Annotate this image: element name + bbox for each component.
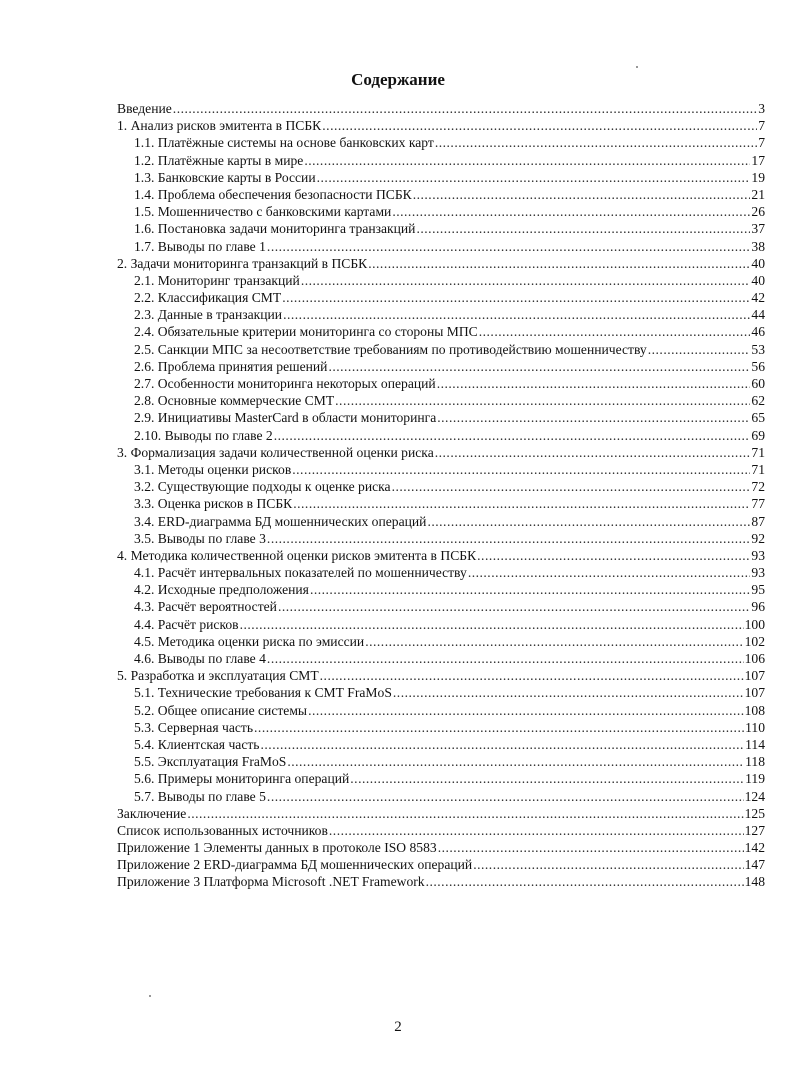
toc-leader-dots [329,822,744,839]
toc-entry-page: 95 [751,582,765,598]
toc-leader-dots [473,856,743,873]
toc-leader-dots [416,220,750,237]
toc-entry [117,323,765,340]
toc-entry [117,616,765,633]
toc-entry-title: 4. Методика количественной оценки рисков эмитента в ПСБК [117,547,477,563]
toc-entry-title: Список использованных источников [117,822,328,838]
toc-entry-title: 4.4. Расчёт рисков [134,616,239,632]
toc-entry-title: 5.2. Общее описание системы [134,702,308,718]
toc-entry [117,513,765,530]
toc-entry-title: 1.3. Банковские карты в России [134,169,316,185]
toc-entry-page: 26 [751,204,765,220]
toc-leader-dots [283,306,750,323]
toc-leader-dots [413,186,751,203]
toc-entry [117,495,765,512]
toc-entry [117,650,765,667]
toc-entry [117,186,765,203]
toc-entry-title: 4.1. Расчёт интервальных показателей по мошенничеству [134,565,467,581]
toc-leader-dots [392,203,750,220]
toc-entry-title: 3.2. Существующие подходы к оценке риска [134,479,391,495]
toc-entry-page: 60 [751,376,765,391]
toc-entry [117,633,765,650]
toc-entry-title: 2.6. Проблема принятия решений [134,358,328,374]
toc-entry [117,238,765,255]
toc-entry [117,788,765,805]
toc-entry-title: 5.4. Клиентская часть [134,736,260,752]
toc-entry-page: 77 [751,496,765,512]
toc-leader-dots [310,581,750,598]
page-title: Содержание [351,70,445,89]
toc-entry-page: 124 [744,788,765,804]
toc-entry-title: 3.3. Оценка рисков в ПСБК [134,496,293,512]
toc-entry-page: 118 [745,754,765,770]
toc-entry-page: 38 [751,238,765,254]
toc-leader-dots [365,633,743,650]
toc-entry [117,805,765,822]
toc-leader-dots [267,650,744,667]
toc-entry-page: 65 [751,410,765,426]
toc-entry [117,856,765,873]
toc-leader-dots [240,616,744,633]
toc-leader-dots [477,547,750,564]
toc-entry-page: 44 [751,307,765,323]
toc-leader-dots [254,719,744,736]
toc-leader-dots [320,667,744,684]
toc-leader-dots [426,873,744,890]
toc-entry-title: 2.4. Обязательные критерии мониторинга со стороны МПС [134,324,478,340]
toc-entry-page: 71 [751,444,765,460]
toc-entry-page: 21 [751,186,765,202]
toc-entry [117,702,765,719]
toc-entry [117,392,765,409]
toc-entry-title: 1.6. Постановка задачи мониторинга транзакций [134,221,416,237]
toc-entry [117,409,765,426]
toc-entry-page: 19 [751,169,765,185]
toc-leader-dots [292,461,750,478]
toc-leader-dots [287,753,744,770]
toc-entry-page: 7 [758,135,765,151]
toc-leader-dots [437,375,751,392]
toc-entry [117,684,765,701]
toc-leader-dots [393,684,744,701]
toc-entry-page: 40 [751,255,765,271]
toc-leader-dots [335,392,750,409]
toc-entry-page: 40 [751,272,765,288]
toc-entry [117,770,765,787]
toc-entry [117,427,765,444]
toc-entry-page: 114 [745,736,765,752]
toc-entry [117,306,765,323]
toc-leader-dots [435,134,757,151]
toc-leader-dots [427,513,750,530]
toc-entry [117,753,765,770]
toc-entry-title: 1.5. Мошенничество с банковскими картами [134,204,392,220]
toc-entry-page: 71 [751,461,765,477]
toc-entry [117,375,765,392]
toc-entry-title: 4.5. Методика оценки риска по эмиссии [134,633,365,649]
toc-entry-title: 1.7. Выводы по главе 1 [134,238,266,254]
toc-entry-title: 5.3. Серверная часть [134,719,254,735]
toc-leader-dots [267,238,750,255]
toc-leader-dots [261,736,745,753]
toc-entry-title: 2.10. Выводы по главе 2 [134,427,273,443]
toc-entry-title: 2.2. Классификация СМТ [134,290,282,306]
toc-leader-dots [468,564,751,581]
toc-entry [117,736,765,753]
toc-leader-dots [392,478,751,495]
toc-leader-dots [350,770,744,787]
toc-entry-page: 17 [751,152,765,168]
toc-entry-title: Приложение 2 ERD-диаграмма БД мошеннических операций [117,857,473,873]
toc-entry [117,152,765,169]
toc-leader-dots [267,530,750,547]
toc-entry [117,220,765,237]
toc-entry-title: 2.7. Особенности мониторинга некоторых операций [134,376,436,391]
toc-entry-title: 2.3. Данные в транзакции [134,307,283,323]
toc-entry-page: 107 [744,668,765,684]
toc-entry-page: 3 [758,101,765,116]
toc-entry [117,461,765,478]
toc-entry [117,530,765,547]
toc-entry-page: 127 [744,822,765,838]
toc-leader-dots [322,117,757,134]
toc-entry-page: 53 [751,341,765,357]
toc-entry-page: 119 [745,771,765,787]
toc-entry [117,444,765,461]
toc-entry [117,134,765,151]
page-number: 2 [394,1019,402,1035]
toc-entry [117,169,765,186]
toc-entry-title: 2.8. Основные коммерческие СМТ [134,393,335,409]
toc-entry [117,289,765,306]
toc-entry [117,272,765,289]
toc-leader-dots [187,805,743,822]
toc-entry-page: 142 [744,840,765,856]
toc-entry [117,341,765,358]
toc-entry-title: 5.6. Примеры мониторинга операций [134,771,350,787]
toc-entry-page: 148 [744,874,765,890]
toc-entry-page: 108 [744,702,765,718]
toc-entry-page: 110 [745,719,765,735]
toc-entry [117,581,765,598]
toc-entry-title: 2.9. Инициативы MasterCard в области мониторинга [134,410,437,426]
toc-entry-page: 37 [751,221,765,237]
toc-entry-title: 2.5. Санкции МПС за несоответствие требованиям по противодействию мошенничеству [134,341,647,357]
toc-entry-title: 4.2. Исходные предположения [134,582,309,598]
toc-entry-page: 93 [751,547,765,563]
toc-leader-dots [274,427,751,444]
toc-leader-dots [435,444,751,461]
toc-entry-title: Приложение 3 Платформа Microsoft .NET Framework [117,874,425,890]
toc-entry [117,839,765,856]
toc-entry-title: 5.7. Выводы по главе 5 [134,788,266,804]
toc-entry [117,100,765,117]
table-of-contents [117,100,765,891]
toc-entry [117,873,765,890]
toc-leader-dots [282,289,750,306]
toc-entry-page: 93 [751,565,765,581]
toc-entry [117,598,765,615]
toc-entry-title: Приложение 1 Элементы данных в протоколе ISO 8583 [117,840,437,856]
toc-entry-title: 4.3. Расчёт вероятностей [134,599,277,615]
toc-entry-title: 2. Задачи мониторинга транзакций в ПСБК [117,255,368,271]
toc-leader-dots [438,839,744,856]
toc-entry-page: 147 [744,857,765,873]
toc-leader-dots [278,598,750,615]
toc-entry-title: 5. Разработка и эксплуатация СМТ [117,668,319,684]
toc-entry-page: 72 [751,479,765,495]
toc-entry-title: 5.1. Технические требования к СМТ FraMoS [134,685,392,701]
toc-leader-dots [479,323,751,340]
toc-entry-title: 3.4. ERD-диаграмма БД мошеннических операций [134,513,427,529]
toc-entry-page: 62 [751,393,765,409]
toc-entry-page: 42 [751,290,765,306]
toc-leader-dots [648,341,751,358]
toc-entry-page: 7 [758,118,765,134]
toc-entry [117,719,765,736]
toc-entry-page: 87 [751,513,765,529]
toc-entry-title: 2.1. Мониторинг транзакций [134,272,300,288]
toc-entry-page: 69 [751,427,765,443]
toc-entry-page: 56 [751,358,765,374]
toc-entry-page: 107 [744,685,765,701]
toc-entry-page: 102 [744,633,765,649]
toc-entry-page: 92 [751,530,765,546]
toc-entry-title: 3.1. Методы оценки рисков [134,461,292,477]
toc-entry [117,358,765,375]
toc-entry [117,478,765,495]
toc-leader-dots [308,702,744,719]
toc-entry-title: 1.4. Проблема обеспечения безопасности ПСБК [134,186,412,202]
toc-entry [117,822,765,839]
scan-speck [636,66,638,68]
toc-entry-title: 3. Формализация задачи количественной оценки риска [117,444,434,460]
toc-leader-dots [301,272,751,289]
toc-leader-dots [293,495,750,512]
toc-entry-page: 46 [751,324,765,340]
toc-entry-title: 5.5. Эксплуатация FraMoS [134,754,287,770]
scan-speck [149,995,151,997]
toc-leader-dots [328,358,750,375]
toc-entry-title: Введение [117,101,172,116]
toc-entry-page: 100 [744,616,765,632]
toc-leader-dots [368,255,750,272]
toc-entry-page: 125 [744,805,765,821]
toc-entry-title: Заключение [117,805,187,821]
toc-entry [117,255,765,272]
toc-entry [117,117,765,134]
toc-entry-title: 1.2. Платёжные карты в мире [134,152,304,168]
toc-leader-dots [304,152,750,169]
toc-entry [117,547,765,564]
toc-leader-dots [317,169,751,186]
toc-leader-dots [437,409,750,426]
toc-entry-page: 96 [751,599,765,615]
toc-entry [117,203,765,220]
toc-leader-dots [173,100,757,117]
toc-entry-title: 4.6. Выводы по главе 4 [134,651,266,666]
toc-entry-title: 3.5. Выводы по главе 3 [134,530,266,546]
toc-entry [117,564,765,581]
toc-entry [117,667,765,684]
toc-entry-title: 1.1. Платёжные системы на основе банковских карт [134,135,434,151]
toc-entry-title: 1. Анализ рисков эмитента в ПСБК [117,118,322,134]
toc-leader-dots [267,788,744,805]
toc-entry-page: 106 [744,651,765,666]
